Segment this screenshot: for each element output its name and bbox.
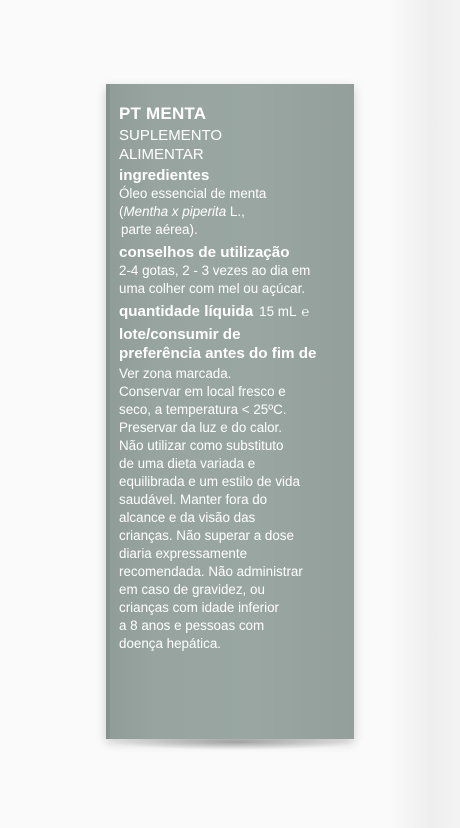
quantity-value: 15 mL [259,304,297,319]
body-line: crianças. Não superar a dose [119,528,294,543]
body-line: crianças com idade inferior [119,600,280,615]
usage-line1: 2-4 gotas, 2 - 3 vezes ao dia em [119,263,311,278]
lot-heading-line1: lote/consumir de [119,326,241,343]
quantity-row [119,302,344,321]
estimated-sign-icon: ℮ [301,304,310,319]
ingredients-line1: Óleo essencial de menta [119,186,267,201]
body-line: Preservar da luz e do calor. [119,420,283,435]
body-line: saudável. Manter fora do [119,492,268,507]
paren-open: ( [119,204,124,219]
body-line: de uma dieta variada e [119,456,256,471]
body-line: diaria expressamente [119,546,248,561]
body-line: em caso de gravidez, ou [119,582,265,597]
body-line: alcance e da visão das [119,510,256,525]
package-edge [106,84,110,739]
product-subtitle-line2: ALIMENTAR [119,146,204,163]
ingredients-line2-rest: L., [226,204,245,219]
product-title: PT MENTA [119,104,207,123]
background-sheen [390,0,460,828]
usage-line2: uma colher com mel ou açúcar. [119,281,306,296]
lot-heading-line2: preferência antes do fim de [119,345,317,362]
body-line: recomendada. Não administrar [119,564,303,579]
body-line: Ver zona marcada. [119,366,232,381]
latin-name: Mentha x piperita [123,204,227,219]
ingredients-heading: ingredientes [119,167,210,184]
body-line: equilibrada e um estilo de vida [119,474,300,489]
body-line: Conservar em local fresco e [119,384,286,399]
body-line: doença hepática. [119,636,221,651]
body-line: a 8 anos e pessoas com [119,618,265,633]
ingredients-line3: parte aérea). [121,222,198,237]
quantity-label: quantidade líquida [119,303,254,320]
body-line: Não utilizar como substituto [119,438,284,453]
body-line: seco, a temperatura < 25ºC. [119,402,287,417]
product-package-side [106,84,354,739]
usage-heading: conselhos de utilização [119,244,290,261]
body-text [119,365,344,653]
ingredients-line2 [119,203,344,221]
product-subtitle-line1: SUPLEMENTO [119,127,223,144]
